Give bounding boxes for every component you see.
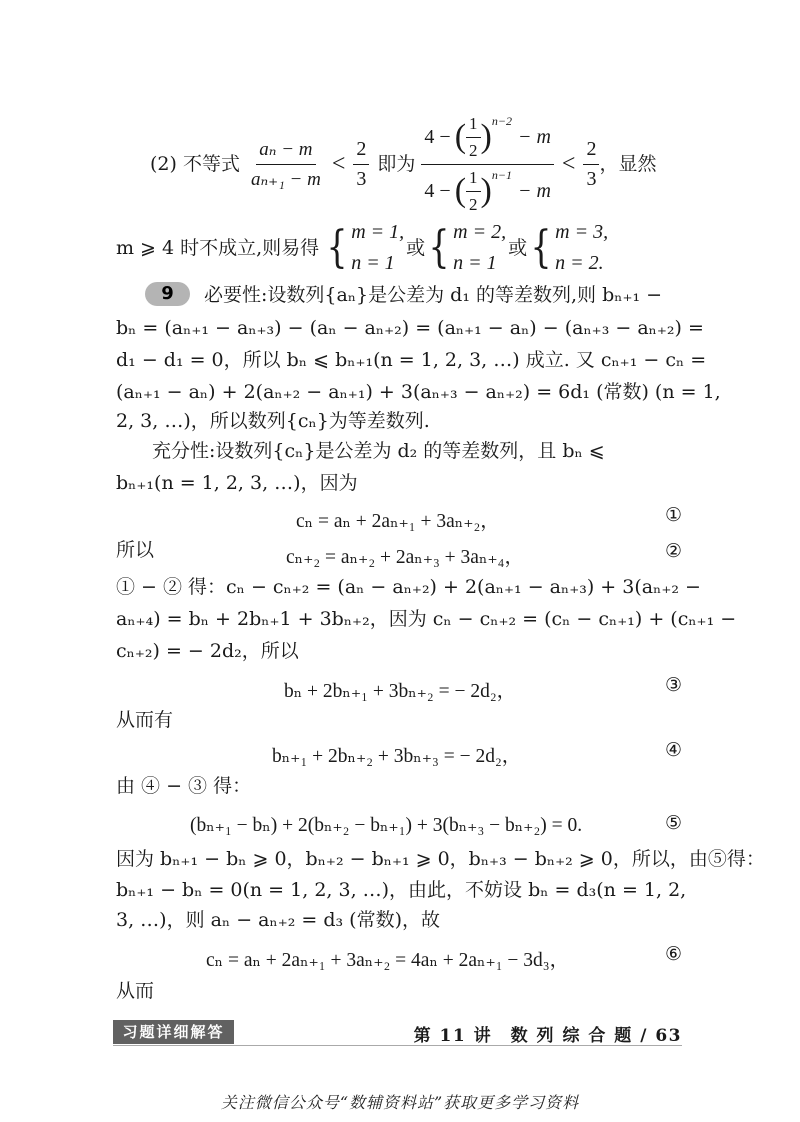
text-or-2: 或: [508, 236, 528, 259]
fraction-big: 4 − ( $\frac{1}{2}$ ) $^{n-2}$ − m 4 − ( $\frac{1}{2}$ ) $^{n-1}$ − m: [421, 114, 554, 215]
tag-4: ④: [664, 739, 682, 761]
equation-4: bₙ₊₁ + 2bₙ₊₂ + 3bₙ₊₃ = − 2d₂，: [272, 746, 522, 767]
half-fraction-top: $\frac{1}{2}$: [466, 114, 481, 161]
fraction-a: $\frac{\text{aₙ − m}}{\text{aₙ₊₁ − m}}$: [250, 138, 321, 190]
text-or-1: 或: [406, 236, 426, 259]
line-systems: [116, 220, 608, 276]
equation-6: cₙ = aₙ + 2aₙ₊₁ + 3aₙ₊₂ = 4aₙ + 2aₙ₊₁ − 3d₃，: [206, 950, 570, 971]
brace-1: {: [326, 222, 348, 273]
footer-section-label: 习题详细解答: [113, 1020, 234, 1044]
text-p9-3: d₁ − d₁ = 0，所以 bₙ ⩽ bₙ₊₁(n = 1, 2, 3, …) 成立. 又 cₙ₊₁ − cₙ =: [116, 349, 707, 371]
footer-page-info: 第 11 讲 数 列 综 合 题 / 63: [413, 1026, 682, 1046]
lt-sign-2: <: [561, 150, 576, 177]
system-2: m = 2, n = 1: [453, 221, 507, 274]
paren-right: ): [480, 118, 492, 155]
text-l1-post: ，显然: [599, 152, 657, 175]
text-l1-pre: (2) 不等式: [150, 152, 240, 175]
tag-2: ②: [664, 540, 682, 562]
text-d-2: aₙ₊₄) = bₙ + 2bₙ₊1 + 3bₙ₊₂，因为 cₙ − cₙ₊₂ = (cₙ − cₙ₊₁) + (cₙ₊₁ −: [116, 608, 737, 630]
fraction-two-thirds-2: $\frac{2}{3}$: [583, 138, 599, 191]
text-p9-2: bₙ = (aₙ₊₁ − aₙ₊₃) − (aₙ − aₙ₊₂) = (aₙ₊₁ − aₙ) − (aₙ₊₃ − aₙ₊₂) =: [116, 317, 704, 339]
fraction-two-thirds-1: $\frac{2}{3}$: [353, 138, 369, 191]
lt-sign-1: <: [331, 150, 346, 177]
equation-1: cₙ = aₙ + 2aₙ₊₁ + 3aₙ₊₂，: [296, 511, 500, 532]
equation-2: cₙ₊₂ = aₙ₊₂ + 2aₙ₊₃ + 3aₙ₊₄，: [286, 547, 524, 568]
line-inequality: [150, 113, 657, 214]
text-l1-mid: 即为: [377, 152, 416, 175]
problem-number-badge: 9: [145, 282, 190, 306]
text-suf-2: bₙ₊₁(n = 1, 2, 3, …)，因为: [116, 472, 358, 494]
tag-6: ⑥: [664, 943, 682, 965]
text-f-3: 3, …)，则 aₙ − aₙ₊₂ = d₃ (常数)，故: [116, 909, 441, 931]
text-suf-1: 充分性:设数列{cₙ}是公差为 d₂ 的等差数列，且 bₙ ⩽: [152, 440, 605, 462]
system-3: m = 3, n = 2.: [555, 221, 609, 274]
equation-3: bₙ + 2bₙ₊₁ + 3bₙ₊₂ = − 2d₂，: [284, 681, 517, 702]
paren-left: (: [454, 118, 467, 155]
text-p9-5: 2, 3, …)，所以数列{cₙ}为等差数列.: [116, 410, 430, 432]
tag-5: ⑤: [664, 812, 682, 834]
text-you43: 由 ④ − ③ 得：: [116, 775, 252, 797]
text-d-3: cₙ₊₂) = − 2d₂，所以: [116, 640, 299, 662]
text-p9-4: (aₙ₊₁ − aₙ) + 2(aₙ₊₂ − aₙ₊₁) + 3(aₙ₊₃ − aₙ₊₂) = 6d₁ (常数) (n = 1,: [116, 381, 721, 403]
tag-1: ①: [664, 504, 682, 526]
brace-2: {: [428, 222, 450, 273]
text-suoyi: 所以: [116, 539, 155, 561]
watermark-text: 关注微信公众号“数辅资料站”获取更多学习资料: [220, 1093, 580, 1112]
brace-3: {: [530, 222, 552, 273]
text-f-2: bₙ₊₁ − bₙ = 0(n = 1, 2, 3, …)，由此，不妨设 bₙ = d₃(n = 1, 2,: [116, 879, 687, 901]
text-congerye: 从而有: [116, 709, 174, 731]
text-l2-pre: m ⩾ 4 时不成立,则易得: [116, 236, 320, 259]
text-congerr: 从而: [116, 980, 155, 1002]
equation-5: (bₙ₊₁ − bₙ) + 2(bₙ₊₂ − bₙ₊₁) + 3(bₙ₊₃ − bₙ₊₂) = 0.: [190, 815, 583, 836]
text-p9-1: 必要性:设数列{aₙ}是公差为 d₁ 的等差数列,则 bₙ₊₁ −: [204, 284, 663, 306]
system-1: m = 1, n = 1: [351, 221, 405, 274]
text-d-1: ① − ② 得：cₙ − cₙ₊₂ = (aₙ − aₙ₊₂) + 2(aₙ₊₁ − aₙ₊₃) + 3(aₙ₊₂ −: [116, 576, 701, 598]
text-f-1: 因为 bₙ₊₁ − bₙ ⩾ 0，bₙ₊₂ − bₙ₊₁ ⩾ 0，bₙ₊₃ − bₙ₊₂ ⩾ 0，所以，由⑤得：: [116, 848, 765, 870]
tag-3: ③: [664, 674, 682, 696]
half-fraction-bottom: $\frac{1}{2}$: [466, 168, 481, 215]
